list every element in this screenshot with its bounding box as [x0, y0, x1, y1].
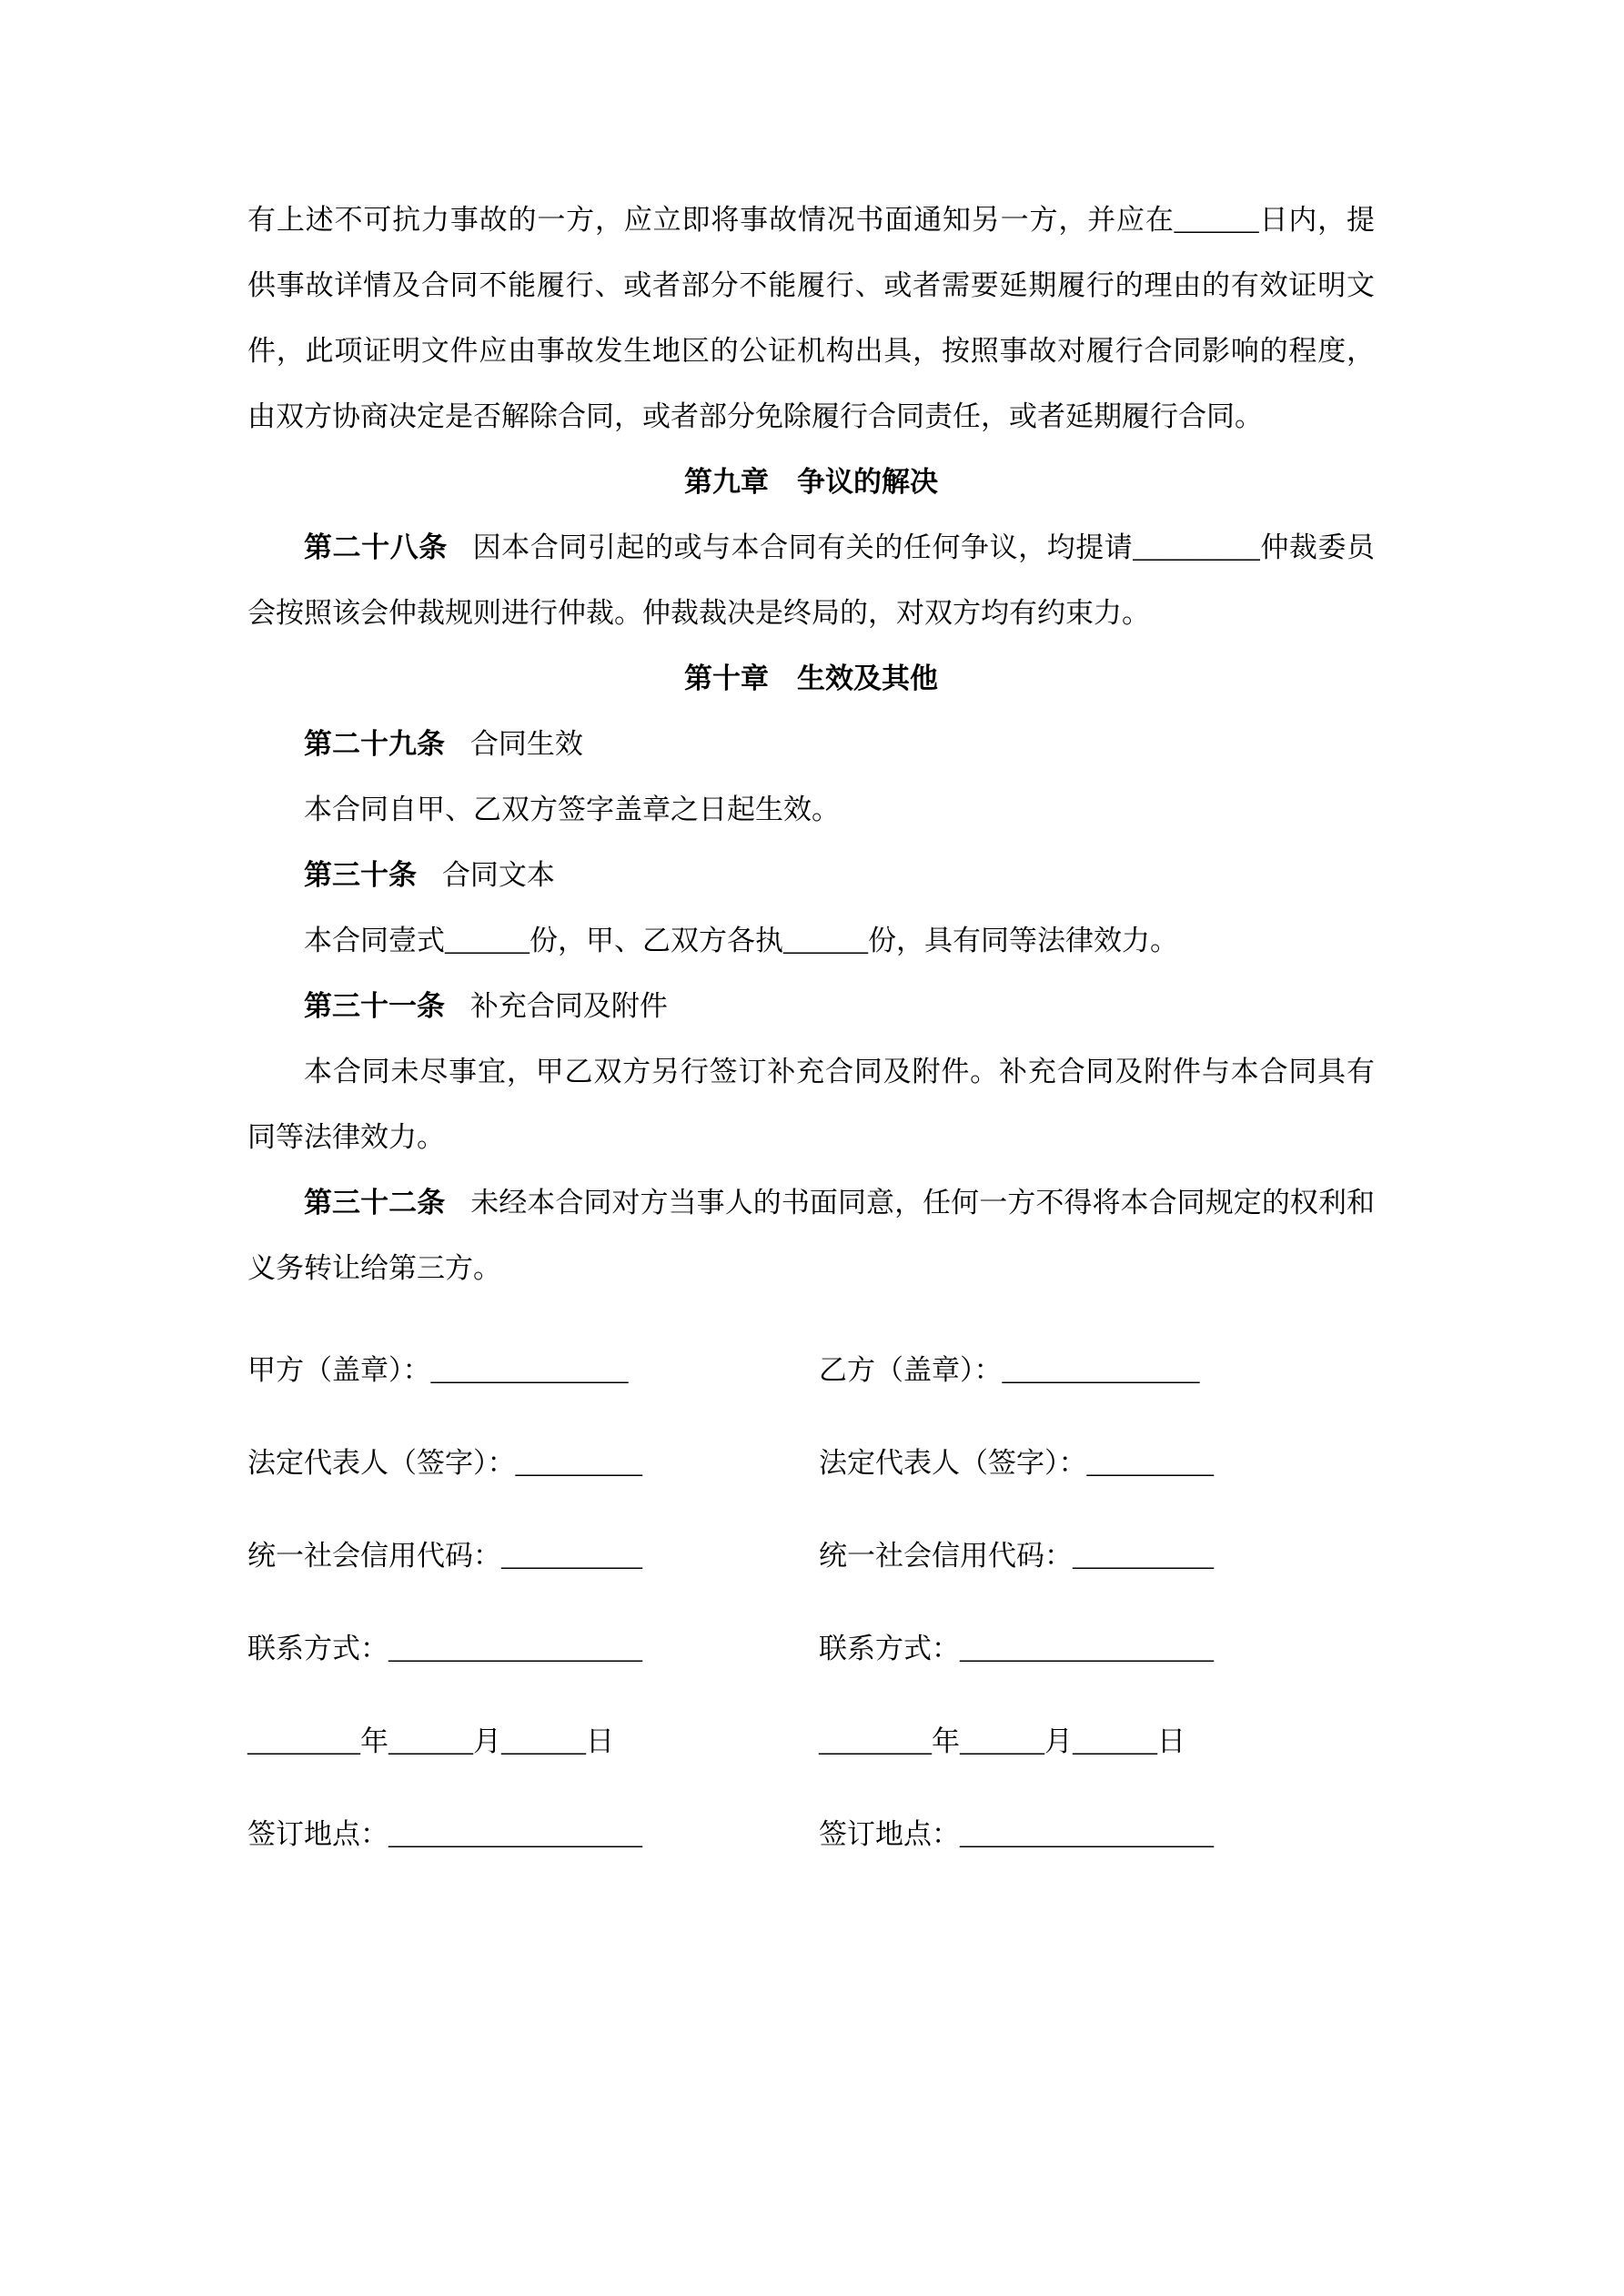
article-32-text: 未经本合同对方当事人的书面同意，任何一方不得将本合同规定的权利和义务转让给第三方。	[247, 1187, 1376, 1284]
article-29-label: 第二十九条	[304, 728, 445, 760]
party-b-location-line: 签订地点：__________________	[819, 1818, 1214, 1850]
party-a-contact-line: 联系方式：__________________	[247, 1633, 642, 1664]
signature-block	[247, 1338, 1375, 1895]
article-30-label: 第三十条	[304, 859, 417, 891]
party-b-signature-column	[819, 1338, 1375, 1895]
article-29-title: 合同生效	[469, 728, 583, 760]
party-a-seal-line: 甲方（盖章）：______________	[247, 1354, 629, 1386]
article-31-title: 补充合同及附件	[469, 990, 668, 1022]
article-30-heading	[247, 843, 1375, 908]
party-a-signature-column	[247, 1338, 819, 1895]
article-29-heading	[247, 712, 1375, 777]
article-31-heading	[247, 974, 1375, 1039]
party-a-credit-code-line: 统一社会信用代码：__________	[247, 1540, 642, 1572]
party-b-contact-line: 联系方式：__________________	[819, 1633, 1214, 1664]
chapter-ten-heading: 第十章 生效及其他	[684, 663, 938, 694]
party-b-seal-line: 乙方（盖章）：______________	[819, 1354, 1200, 1386]
article-28-label: 第二十八条	[304, 531, 448, 563]
chapter-nine-heading: 第九章 争议的解决	[684, 466, 938, 498]
article-30-body: 本合同壹式______份，甲、乙双方各执______份，具有同等法律效力。	[304, 925, 1178, 956]
article-31-label: 第三十一条	[304, 990, 445, 1022]
article-32-paragraph	[247, 1170, 1375, 1301]
force-majeure-continuation-paragraph: 有上述不可抗力事故的一方，应立即将事故情况书面通知另一方，并应在______日内，提供事故详情及合同不能履行、或者部分不能履行、或者需要延期履行的理由的有效证明文件，此项证明文件应由事故发生地区的公证机构出具，按照事故对履行合同影响的程度，由双方协商决定是否解除合同，或者部分免除履行合同责任，或者延期履行合同。	[247, 204, 1375, 432]
article-29-body: 本合同自甲、乙双方签字盖章之日起生效。	[304, 794, 840, 825]
article-31-body: 本合同未尽事宜，甲乙双方另行签订补充合同及附件。补充合同及附件与本合同具有同等法律效力。	[247, 1056, 1375, 1153]
article-32-label: 第三十二条	[304, 1187, 446, 1219]
party-a-location-line: 签订地点：__________________	[247, 1818, 642, 1850]
party-b-credit-code-line: 统一社会信用代码：__________	[819, 1540, 1214, 1572]
party-a-date-line: ________年______月______日	[247, 1725, 614, 1757]
party-b-date-line: ________年______月______日	[819, 1725, 1185, 1757]
party-a-representative-line: 法定代表人（签字）：_________	[247, 1447, 642, 1479]
article-28-paragraph	[247, 515, 1375, 646]
article-30-title: 合同文本	[441, 859, 555, 891]
article-28-text: 因本合同引起的或与本合同有关的任何争议，均提请_________仲裁委员会按照该会仲裁规则进行仲裁。仲裁裁决是终局的，对双方均有约束力。	[247, 531, 1376, 629]
party-b-representative-line: 法定代表人（签字）：_________	[819, 1447, 1214, 1479]
